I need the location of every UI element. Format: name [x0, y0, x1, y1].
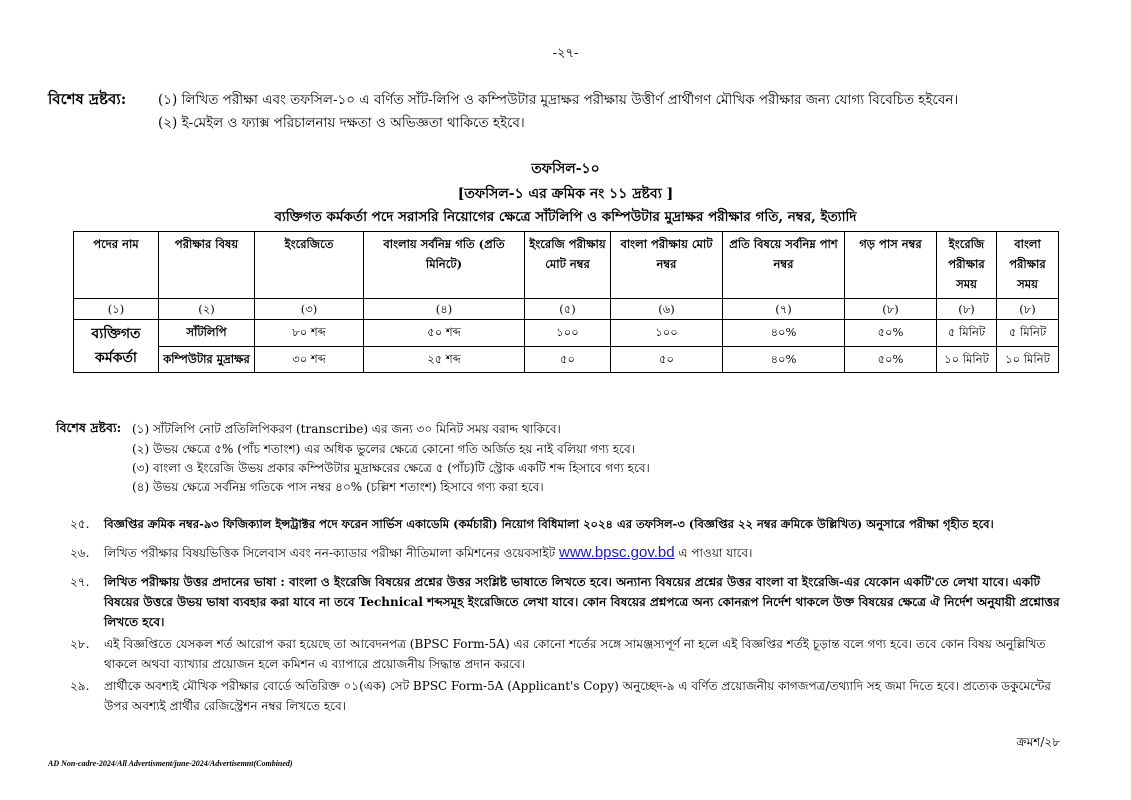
number-cell: (৩)	[255, 299, 364, 320]
table-cell: ১০০	[611, 320, 723, 347]
paragraph-text	[104, 543, 1060, 563]
paragraph-26	[70, 543, 1060, 565]
table-cell: ৫০	[525, 346, 611, 373]
schedule-table	[73, 231, 1059, 373]
number-cell: (৪)	[364, 299, 525, 320]
paragraph-text: বিজ্ঞপ্তির ক্রমিক নম্বর-৯৩ ফিজিক্যাল ইন্সট্রাক্টর পদে ফরেন সার্ভিস একাডেমি (কর্মচারী) নিয়োগ বিধিমালা ২০২৪ এর তফসিল-৩ (বিজ্ঞপ্তির ২২ নম্বর ক্রমিকে উল্লিখিত) অনুসারে পরীক্ষা গৃহীত হবে।	[104, 517, 994, 531]
header-cell: বাংলা পরীক্ষার সময়	[997, 232, 1059, 299]
table-cell: ৫০	[611, 346, 723, 373]
table-cell: ৫ মিনিট	[997, 320, 1059, 347]
paragraph-number: ২৯.	[70, 679, 90, 693]
header-cell: পদের নাম	[74, 232, 159, 299]
schedule-title: তফসিল-১০	[531, 161, 600, 177]
special-note2-item: (২) উভয় ক্ষেত্রে ৫% (পাঁচ শতাংশ) এর অধিক ভুলের ক্ষেত্রে কোনো গতি অর্জিত হয় নাই বলিয়া গণ্য হবে।	[132, 442, 635, 456]
table-row	[74, 320, 1059, 347]
special-note-item: (২) ই-মেইল ও ফ্যাক্স পরিচালনায় দক্ষতা ও অভিজ্ঞতা থাকিতে হইবে।	[158, 115, 525, 131]
special-note2-label: বিশেষ দ্রষ্টব্য:	[56, 420, 122, 435]
paragraph-text: এই বিজ্ঞপ্তিতে যেসকল শর্ত আরোপ করা হয়েছে তা আবেদনপত্র (BPSC Form-5A) এর কোনো শর্তের সঙ্গে সামঞ্জস্যপূর্ণ না হলে এই বিজ্ঞপ্তির শর্তই চূড়ান্ত বলে গণ্য হবে। তবে কোন বিষয় অনুল্লিখিত থাকলে অথবা ব্যাখ্যার প্রয়োজন হলে কমিশন এ ব্যাপারে প্রয়োজনীয় সিদ্ধান্ত প্রদান করবে।	[104, 637, 1046, 671]
continued-marker: ক্রমশ/২৮	[1016, 735, 1060, 749]
table-cell: ৫০ শব্দ	[364, 320, 525, 347]
table-cell: ১০০	[525, 320, 611, 347]
paragraph-text: লিখিত পরীক্ষায় উত্তর প্রদানের ভাষা : বাংলা ও ইংরেজি বিষয়ের প্রশ্নের উত্তর সংশ্লিষ্ট ভাষাতে লিখতে হবে। অন্যান্য বিষয়ের প্রশ্নের উত্তর বাংলা বা ইংরেজি-এর যেকোন একটি'তে লেখা যাবে। একটি বিষয়ের উত্তরে উভয় ভাষা ব্যবহার করা যাবে না তবে Technical শব্দসমূহ ইংরেজিতে লেখা যাবে। কোন বিষয়ের প্রশ্নপত্রে অন্য কোনরূপ নির্দেশ থাকলে উক্ত বিষয়ের ক্ষেত্রে ঐ নির্দেশ অনুযায়ী প্রশ্নোত্তর লিখতে হবে।	[104, 575, 1060, 629]
header-cell: ইংরেজিতে	[255, 232, 364, 299]
paragraph-number: ২৮.	[70, 637, 90, 651]
special-note-item: (১) লিখিত পরীক্ষা এবং তফসিল-১০ এ বর্ণিত সাঁট-লিপি ও কম্পিউটার মুদ্রাক্ষর পরীক্ষায় উত্তীর্ণ প্রার্থীগণ মৌখিক পরীক্ষার জন্য যোগ্য বিবেচিত হইবেন।	[158, 92, 959, 108]
special-note2-item: (৪) উভয় ক্ষেত্রে সর্বনিম্ন গতিকে পাস নম্বর ৪০% (চল্লিশ শতাংশ) হিসাবে গণ্য করা হবে।	[132, 480, 544, 494]
number-cell: (৫)	[525, 299, 611, 320]
paragraph-29	[70, 676, 1060, 718]
number-cell: (২)	[159, 299, 255, 320]
header-cell: প্রতি বিষয়ে সর্বনিম্ন পাশ নম্বর	[723, 232, 845, 299]
table-cell: ৫০%	[845, 320, 937, 347]
special-note-label: বিশেষ দ্রষ্টব্য:	[48, 90, 127, 108]
paragraph-text-part: লিখিত পরীক্ষার বিষয়ভিত্তিক সিলেবাস এবং নন-ক্যাডার পরীক্ষা নীতিমালা কমিশনের ওয়েবসাইট	[104, 546, 559, 560]
table-cell: সাঁটলিপি	[159, 320, 255, 347]
schedule-heading: ব্যক্তিগত কর্মকর্তা পদে সরাসরি নিয়োগের ক্ষেত্রে সাঁটলিপি ও কম্পিউটার মুদ্রাক্ষর পরীক্ষার গতি, নম্বর, ইত্যাদি	[274, 209, 857, 225]
number-cell: (১)	[74, 299, 159, 320]
table-cell: ৫ মিনিট	[937, 320, 997, 347]
header-cell: গড় পাস নম্বর	[845, 232, 937, 299]
table-cell: ৫০%	[845, 346, 937, 373]
special-note2-item: (৩) বাংলা ও ইংরেজি উভয় প্রকার কম্পিউটার মুদ্রাক্ষরের ক্ষেত্রে ৫ (পাঁচ)টি স্ট্রোক একটি শব্দ হিসাবে গণ্য হবে।	[132, 461, 650, 475]
page-number: -২৭-	[552, 46, 579, 61]
table-cell: ২৫ শব্দ	[364, 346, 525, 373]
header-cell: পরীক্ষার বিষয়	[159, 232, 255, 299]
paragraph-27	[70, 572, 1060, 634]
table-cell: ৪০%	[723, 320, 845, 347]
table-header-row	[74, 232, 1059, 299]
number-cell: (৮)	[997, 299, 1059, 320]
paragraph-number: ২৫.	[70, 517, 90, 531]
bpsc-website-link[interactable]: www.bpsc.gov.bd	[558, 544, 675, 561]
number-cell: (৮)	[845, 299, 937, 320]
table-number-row	[74, 299, 1059, 320]
paragraph-25	[70, 514, 1060, 536]
paragraph-text: প্রার্থীকে অবশ্যই মৌখিক পরীক্ষার বোর্ডে অতিরিক্ত ০১(এক) সেট BPSC Form-5A (Applicant's Copy) অনুচ্ছেদ-৯ এ বর্ণিত প্রয়োজনীয় কাগজপত্র/তথ্যাদি সহ জমা দিতে হবে। প্রত্যেক ডকুমেন্টের উপর অবশ্যই প্রার্থীর রেজিস্ট্রেশন নম্বর লিখতে হবে।	[104, 679, 1051, 713]
paragraph-28	[70, 634, 1060, 676]
table-cell: ৪০%	[723, 346, 845, 373]
table-row	[74, 346, 1059, 373]
number-cell: (৭)	[723, 299, 845, 320]
footer-path: AD Non-cadre-2024/All Advertisment/june-2024/Advertisemnt(Combined)	[48, 759, 293, 768]
table-cell: ১০ মিনিট	[997, 346, 1059, 373]
header-cell: বাংলা পরীক্ষায় মোট নম্বর	[611, 232, 723, 299]
table-cell: ৮০ শব্দ	[255, 320, 364, 347]
table-cell: ১০ মিনিট	[937, 346, 997, 373]
special-note2-item: (১) সাঁটলিপি নোট প্রতিলিপিকরণ (transcribe) এর জন্য ৩০ মিনিট সময় বরাদ্দ থাকিবে।	[132, 422, 561, 436]
number-cell: (৬)	[611, 299, 723, 320]
paragraph-text-part: এ পাওয়া যাবে।	[674, 546, 753, 560]
table-cell: ৩০ শব্দ	[255, 346, 364, 373]
table-cell: কম্পিউটার মুদ্রাক্ষর	[159, 346, 255, 373]
schedule-subtitle: [তফসিল-১ এর ক্রমিক নং ১১ দ্রষ্টব্য ]	[457, 186, 674, 202]
paragraph-number: ২৭.	[70, 575, 90, 589]
number-cell: (৮)	[937, 299, 997, 320]
paragraph-number: ২৬.	[70, 546, 90, 560]
post-name-cell: ব্যক্তিগত কর্মকর্তা	[74, 320, 159, 373]
header-cell: ইংরেজি পরীক্ষার সময়	[937, 232, 997, 299]
header-cell: ইংরেজি পরীক্ষায় মোট নম্বর	[525, 232, 611, 299]
header-cell: বাংলায় সর্বনিম্ন গতি (প্রতি মিনিটে)	[364, 232, 525, 299]
